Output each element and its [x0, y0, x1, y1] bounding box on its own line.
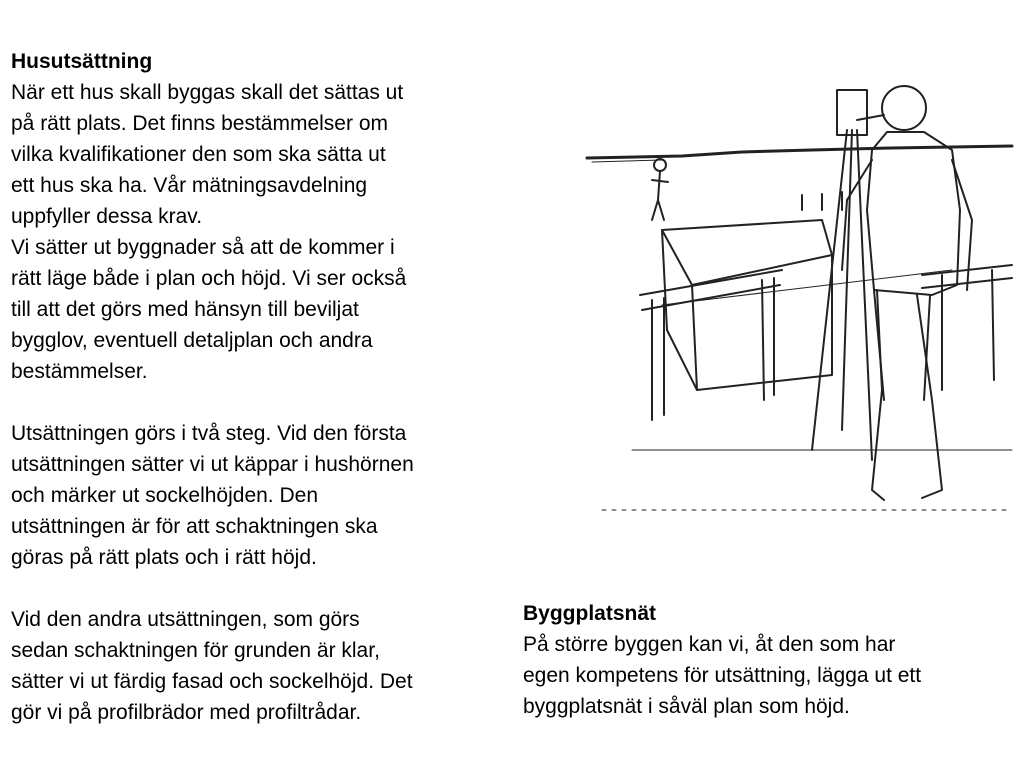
paragraph-line: uppfyller dessa krav. — [11, 205, 203, 228]
paragraph-line: sätter vi ut färdig fasad och sockelhöjd. Det — [11, 670, 413, 693]
paragraph-line: utsättningen är för att schaktningen ska — [11, 515, 378, 538]
paragraph-line: och märker ut sockelhöjden. Den — [11, 484, 318, 507]
paragraph-spacer — [11, 573, 511, 604]
paragraph-line: utsättningen sätter vi ut käppar i hushörnen — [11, 453, 414, 476]
surveyor-sketch-illustration — [512, 70, 1024, 560]
paragraph-line: gör vi på profilbrädor med profiltrådar. — [11, 701, 362, 724]
paragraph-line: vilka kvalifikationer den som ska sätta ut — [11, 143, 386, 166]
paragraph-line: byggplatsnät i såväl plan som höjd. — [523, 695, 850, 718]
paragraph-line: ett hus ska ha. Vår mätningsavdelning — [11, 174, 368, 197]
paragraph-line: Vid den andra utsättningen, som görs — [11, 608, 360, 631]
paragraph-line: Vi sätter ut byggnader så att de kommer i — [11, 236, 395, 259]
paragraph-line: på rätt plats. Det finns bestämmelser om — [11, 112, 388, 135]
paragraph-spacer — [11, 387, 511, 418]
paragraph-line: Utsättningen görs i två steg. Vid den första — [11, 422, 407, 445]
paragraph-line: till att det görs med hänsyn till beviljat — [11, 298, 359, 321]
paragraph-line: sedan schaktningen för grunden är klar, — [11, 639, 380, 662]
paragraph-line: På större byggen kan vi, åt den som har — [523, 633, 896, 656]
main-text-column — [11, 46, 511, 728]
paragraph-line: När ett hus skall byggas skall det sättas ut — [11, 81, 404, 104]
side-text-column — [523, 598, 1018, 722]
paragraph-line: göras på rätt plats och i rätt höjd. — [11, 546, 317, 569]
section-title-husutsattning: Husutsättning — [11, 50, 153, 73]
paragraph-line: bygglov, eventuell detaljplan och andra — [11, 329, 373, 352]
paragraph-line: rätt läge både i plan och höjd. Vi ser också — [11, 267, 407, 290]
paragraph-line: egen kompetens för utsättning, lägga ut ett — [523, 664, 922, 687]
paragraph-line: bestämmelser. — [11, 360, 148, 383]
section-title-byggplatsnat: Byggplatsnät — [523, 602, 657, 625]
